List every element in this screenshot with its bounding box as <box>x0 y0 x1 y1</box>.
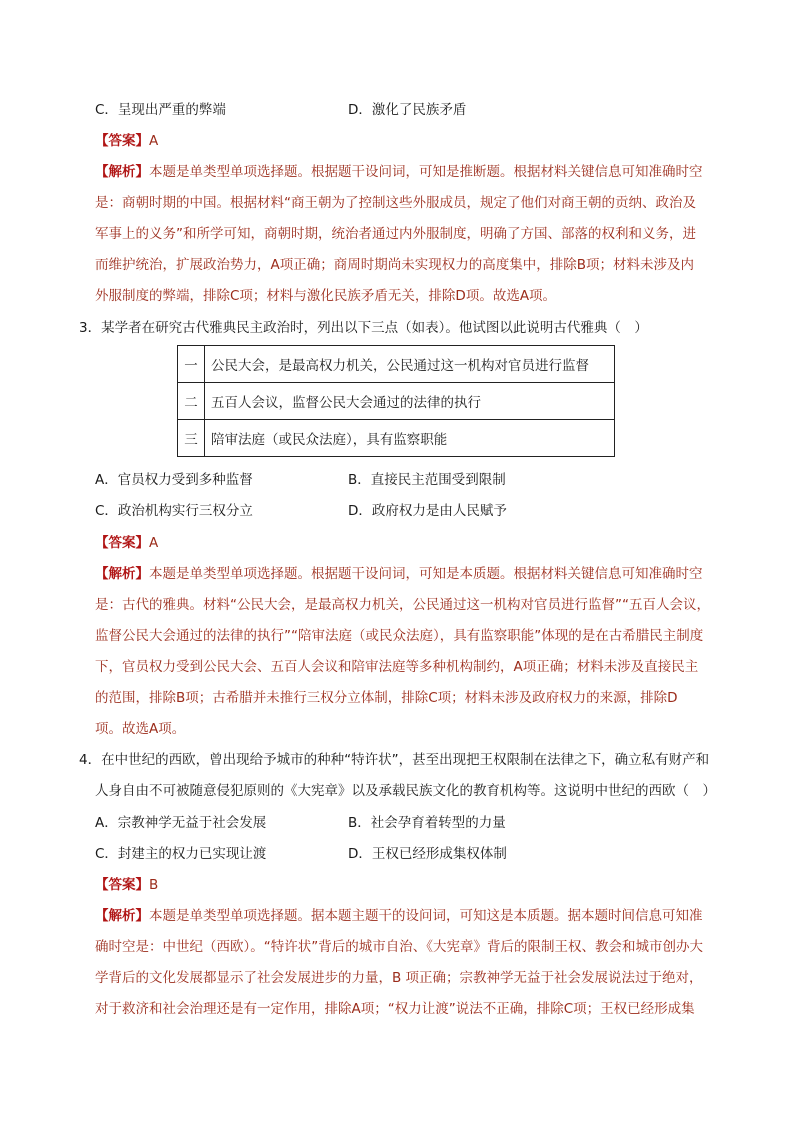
q3-analysis-line-6: 项。故选A项。 <box>95 721 186 737</box>
q3-option-d: D．政府权力是由人民赋予 <box>348 503 507 519</box>
q4-option-d: D．王权已经形成集权体制 <box>348 846 507 862</box>
q2-analysis-line-5: 外服制度的弊端，排除C项；材料与激化民族矛盾无关，排除D项。故选A项。 <box>95 288 557 304</box>
table-row <box>178 420 615 457</box>
q2-analysis-line-4: 而维护统治，扩展政治势力，A项正确；商周时期尚未实现权力的高度集中，排除B项；材料未涉及内 <box>95 257 694 273</box>
answer-value: A <box>149 535 159 551</box>
q4-analysis-line-4: 对于救济和社会治理还是有一定作用，排除A项；“权力让渡”说法不正确，排除C项；王权已经形成集 <box>95 1001 695 1017</box>
analysis-tag: 【解析】 <box>95 908 149 924</box>
q2-option-d: D．激化了民族矛盾 <box>348 102 467 118</box>
q3-analysis-line-3: 监督公民大会通过的法律的执行”“陪审法庭（或民众法庭），具有监察职能”体现的是在古希腊民主制度 <box>95 628 704 644</box>
table-row-text: 陪审法庭（或民众法庭），具有监察职能 <box>205 420 615 457</box>
q3-analysis-line-4: 下，官员权力受到公民大会、五百人会议和陪审法庭等多种机构制约，A项正确；材料未涉及直接民主 <box>95 659 699 675</box>
q4-option-b: B．社会孕育着转型的力量 <box>348 815 506 831</box>
analysis-tag: 【解析】 <box>95 566 149 582</box>
q3-answer <box>95 533 158 553</box>
q4-option-a: A．宗教神学无益于社会发展 <box>95 815 267 831</box>
q3-analysis-line-1: 【解析】本题是单类型单项选择题。根据题干设问词，可知是本质题。根据材料关键信息可知准确时空 <box>95 566 703 582</box>
answer-tag: 【答案】 <box>95 535 149 551</box>
answer-tag: 【答案】 <box>95 877 149 893</box>
q4-stem-line-2: 人身自由不可被随意侵犯原则的《大宪章》以及承载民族文化的教育机构等。这说明中世纪的西欧（ ） <box>95 783 716 799</box>
q2-analysis-line-2: 是：商朝时期的中国。根据材料“商王朝为了控制这些外服成员，规定了他们对商王朝的贡纳、政治及 <box>95 195 696 211</box>
q4-analysis-line-3: 学背后的文化发展都显示了社会发展进步的力量，B 项正确；宗教神学无益于社会发展说法过于绝对， <box>95 970 703 986</box>
q3-stem: 3．某学者在研究古代雅典民主政治时，列出以下三点（如表）。他试图以此说明古代雅典（ ） <box>79 320 648 336</box>
table-row <box>178 346 615 383</box>
answer-value: A <box>149 133 159 149</box>
q3-analysis-line-2: 是：古代的雅典。材料“公民大会，是最高权力机关，公民通过这一机构对官员进行监督”“五百人会议， <box>95 597 710 613</box>
q2-option-c: C．呈现出严重的弊端 <box>95 102 226 118</box>
table-row-number: 一 <box>178 346 205 383</box>
q3-option-a: A．官员权力受到多种监督 <box>95 472 253 488</box>
q2-analysis-line-1: 【解析】本题是单类型单项选择题。根据题干设问词，可知是推断题。根据材料关键信息可知准确时空 <box>95 164 703 180</box>
table-row-text: 五百人会议，监督公民大会通过的法律的执行 <box>205 383 615 420</box>
table-row <box>178 383 615 420</box>
q3-analysis-line-5: 的范围，排除B项；古希腊并未推行三权分立体制，排除C项；材料未涉及政府权力的来源，排除D <box>95 690 678 706</box>
q3-material-table <box>177 345 615 457</box>
table-row-number: 二 <box>178 383 205 420</box>
q2-analysis-line-3: 军事上的义务”和所学可知，商朝时期，统治者通过内外服制度，明确了方国、部落的权利和义务，进 <box>95 226 696 242</box>
table-row-number: 三 <box>178 420 205 457</box>
answer-tag: 【答案】 <box>95 133 149 149</box>
q3-option-b: B．直接民主范围受到限制 <box>348 472 506 488</box>
q3-option-c: C．政治机构实行三权分立 <box>95 503 253 519</box>
q4-stem-line-1: 4．在中世纪的西欧，曾出现给予城市的种种“特许状”，甚至出现把王权限制在法律之下，确立私有财产和 <box>79 752 710 768</box>
q4-option-c: C．封建主的权力已实现让渡 <box>95 846 267 862</box>
analysis-tag: 【解析】 <box>95 164 149 180</box>
q4-analysis-line-2: 确时空是：中世纪（西欧）。“特许状”背后的城市自治、《大宪章》背后的限制王权、教会和城市创办大 <box>95 939 703 955</box>
table-row-text: 公民大会，是最高权力机关，公民通过这一机构对官员进行监督 <box>205 346 615 383</box>
answer-value: B <box>149 877 159 893</box>
q4-answer <box>95 875 158 895</box>
q2-answer <box>95 131 158 151</box>
q4-analysis-line-1: 【解析】本题是单类型单项选择题。据本题主题干的设问词，可知这是本质题。据本题时间信息可知准 <box>95 908 703 924</box>
